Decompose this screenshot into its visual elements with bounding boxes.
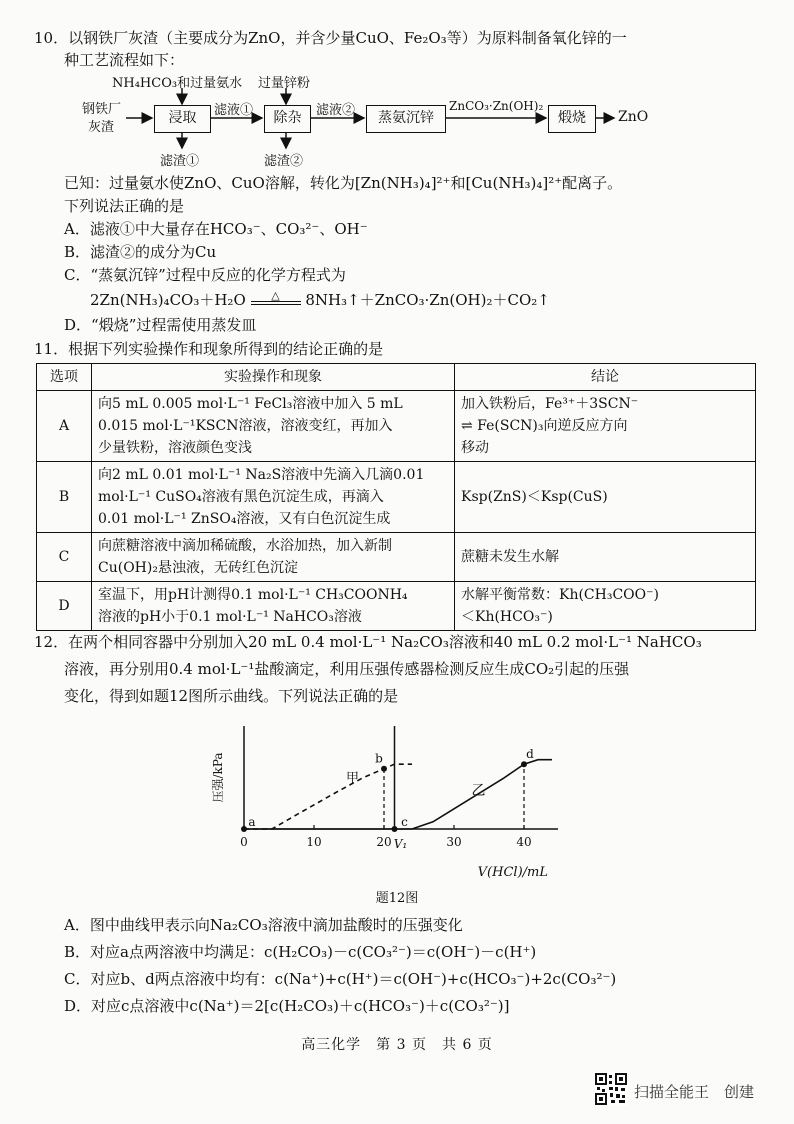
x-tick-label: 0 [240,835,248,849]
row-text: 加入铁粉后，Fe³⁺＋3SCN⁻ [461,396,639,412]
row-operation [92,582,455,631]
row-text: 少量铁粉，溶液颜色变浅 [98,440,252,456]
table-row [37,391,756,462]
q10-option-b: B．滤渣②的成分为Cu [64,243,217,261]
row-conclusion [455,462,756,533]
flow-residue1: 滤渣① [160,154,200,169]
v1-tick-label: V₁ [393,837,408,851]
row-text: 向2 mL 0.01 mol·L⁻¹ Na₂S溶液中先滴入几滴0.01 [98,467,425,483]
row-option: B [37,462,92,533]
header-operation: 实验操作和现象 [92,364,455,391]
q12-pressure-chart [200,718,560,888]
qr-code-icon [594,1072,628,1106]
q10-known: 已知：过量氨水使ZnO、CuO溶解，转化为[Zn(NH₃)₄]²⁺和[Cu(NH₃)₄]²⁺配离子。 [64,174,623,192]
q12-stem-line1: 12．在两个相同容器中分别加入20 mL 0.4 mol·L⁻¹ Na₂CO₃溶液和40 mL 0.2 mol·L⁻¹ NaHCO₃ [34,633,702,651]
q10-option-a: A．滤液①中大量存在HCO₃⁻、CO₃²⁻、OH⁻ [64,220,368,238]
row-text: ＜Kh(HCO₃⁻) [461,609,553,625]
page-footer: 高三化学 第 3 页 共 6 页 [301,1037,493,1053]
q10-question: 下列说法正确的是 [64,197,185,215]
q12-figure-caption: 题12图 [375,891,419,906]
row-text: 移动 [461,440,489,456]
table-row [37,582,756,631]
eq-condition: △ [271,289,280,302]
flow-source-line2: 灰渣 [88,120,115,135]
eq-right: 8NH₃↑＋ZnCO₃·Zn(OH)₂＋CO₂↑ [305,291,550,309]
row-option: D [37,582,92,631]
q12-option-c: C．对应b、d两点溶液中均有：c(Na⁺)+c(H⁺)＝c(OH⁻)+c(HCO₃⁻)+2c(CO₃²⁻) [64,970,617,988]
data-point-d [521,761,527,767]
x-tick-label: 40 [516,835,532,849]
q10-stem-line2: 种工艺流程如下： [64,51,185,69]
flow-residue2: 滤渣② [264,154,304,169]
row-text: 向蔗糖溶液中滴加稀硫酸，水浴加热，加入新制 [98,538,392,554]
point-label-a: a [248,815,256,829]
row-text: mol·L⁻¹ CuSO₄溶液有黑色沉淀生成，再滴入 [98,489,384,505]
header-option: 选项 [37,364,92,391]
eq-left: 2Zn(NH₃)₄CO₃＋H₂O [90,291,246,309]
q10-option-d: D．“煅烧”过程需使用蒸发皿 [64,316,257,334]
row-conclusion [455,391,756,462]
x-tick-label: 10 [306,835,322,849]
x-tick-label: 20 [376,835,392,849]
x-axis-label: V(HCl)/mL [477,865,548,880]
flow-step-leaching: 浸取 [154,105,211,133]
q12-stem-line2: 溶液，再分别用0.4 mol·L⁻¹盐酸滴定，利用压强传感器检测反应生成CO₂引起的压强 [64,660,630,678]
row-text: 向5 mL 0.005 mol·L⁻¹ FeCl₃溶液中加入 5 mL [98,396,403,412]
q10-option-c: C．“蒸氨沉锌”过程中反应的化学方程式为 [64,266,346,284]
flow-filtrate1: 滤液① [214,103,254,118]
flow-reagent1: NH₄HCO₃和过量氨水 [112,76,243,91]
flow-source-line1: 钢铁厂 [82,102,122,117]
eq-condition-arrow [251,289,301,305]
data-point-a [241,826,247,832]
series-label-yi: 乙 [471,782,486,799]
row-text: Ksp(ZnS)＜Ksp(CuS) [461,489,608,505]
row-conclusion [455,533,756,582]
table-header-row [37,364,756,391]
flow-step-precipitate: 蒸氨沉锌 [366,105,446,133]
row-text: ⇌ Fe(SCN)₃向逆反应方向 [461,418,628,434]
table-row [37,462,756,533]
q11-stem: 11．根据下列实验操作和现象所得到的结论正确的是 [34,340,384,358]
row-text: 溶液的pH小于0.1 mol·L⁻¹ NaHCO₃溶液 [98,609,362,625]
row-conclusion [455,582,756,631]
q10-option-c-equation [90,290,550,310]
header-conclusion: 结论 [455,364,756,391]
data-point-b [381,766,387,772]
scanner-text: 扫描全能王 创建 [634,1083,755,1101]
y-axis-label: 压强/kPa [211,752,225,803]
q10-stem-line1: 10．以钢铁厂灰渣（主要成分为ZnO，并含少量CuO、Fe₂O₃等）为原料制备氧化锌的一 [34,29,627,47]
q12-option-a: A．图中曲线甲表示向Na₂CO₃溶液中滴加盐酸时的压强变化 [64,916,463,934]
flow-filtrate2: 滤液② [316,103,356,118]
q12-stem-line3: 变化，得到如题12图所示曲线。下列说法正确的是 [64,687,399,705]
point-label-b: b [375,751,383,766]
row-text: 室温下，用pH计测得0.1 mol·L⁻¹ CH₃COONH₄ [98,587,408,603]
q12-option-b: B．对应a点两溶液中均满足：c(H₂CO₃)－c(CO₃²⁻)＝c(OH⁻)－c(H⁺) [64,943,537,961]
point-label-d: d [526,747,534,762]
row-option: C [37,533,92,582]
x-tick-label: 30 [446,835,462,849]
row-option: A [37,391,92,462]
flow-reagent2: 过量锌粉 [258,76,311,91]
table-row [37,533,756,582]
flow-product: ZnO [618,109,649,125]
series-label-jia: 甲 [345,771,360,787]
row-text: 水解平衡常数：Kh(CH₃COO⁻) [461,587,659,603]
point-label-c: c [401,815,408,829]
row-operation [92,462,455,533]
row-text: 0.015 mol·L⁻¹KSCN溶液，溶液变红，再加入 [98,418,393,434]
row-text: Cu(OH)₂悬浊液，无砖红色沉淀 [98,560,298,576]
row-operation [92,391,455,462]
q12-option-d: D．对应c点溶液中c(Na⁺)＝2[c(H₂CO₃)＋c(HCO₃⁻)＋c(CO₃²⁻)] [64,997,510,1015]
q11-table [36,363,756,631]
row-operation [92,533,455,582]
data-point-c [392,826,398,832]
flow-intermediate: ZnCO₃·Zn(OH)₂ [449,99,544,113]
series-line-甲 [244,764,412,829]
flow-step-purify: 除杂 [264,105,311,133]
row-text: 蔗糖未发生水解 [461,549,559,565]
flow-step-calcine: 煅烧 [548,105,596,133]
row-text: 0.01 mol·L⁻¹ ZnSO₄溶液，又有白色沉淀生成 [98,511,391,527]
